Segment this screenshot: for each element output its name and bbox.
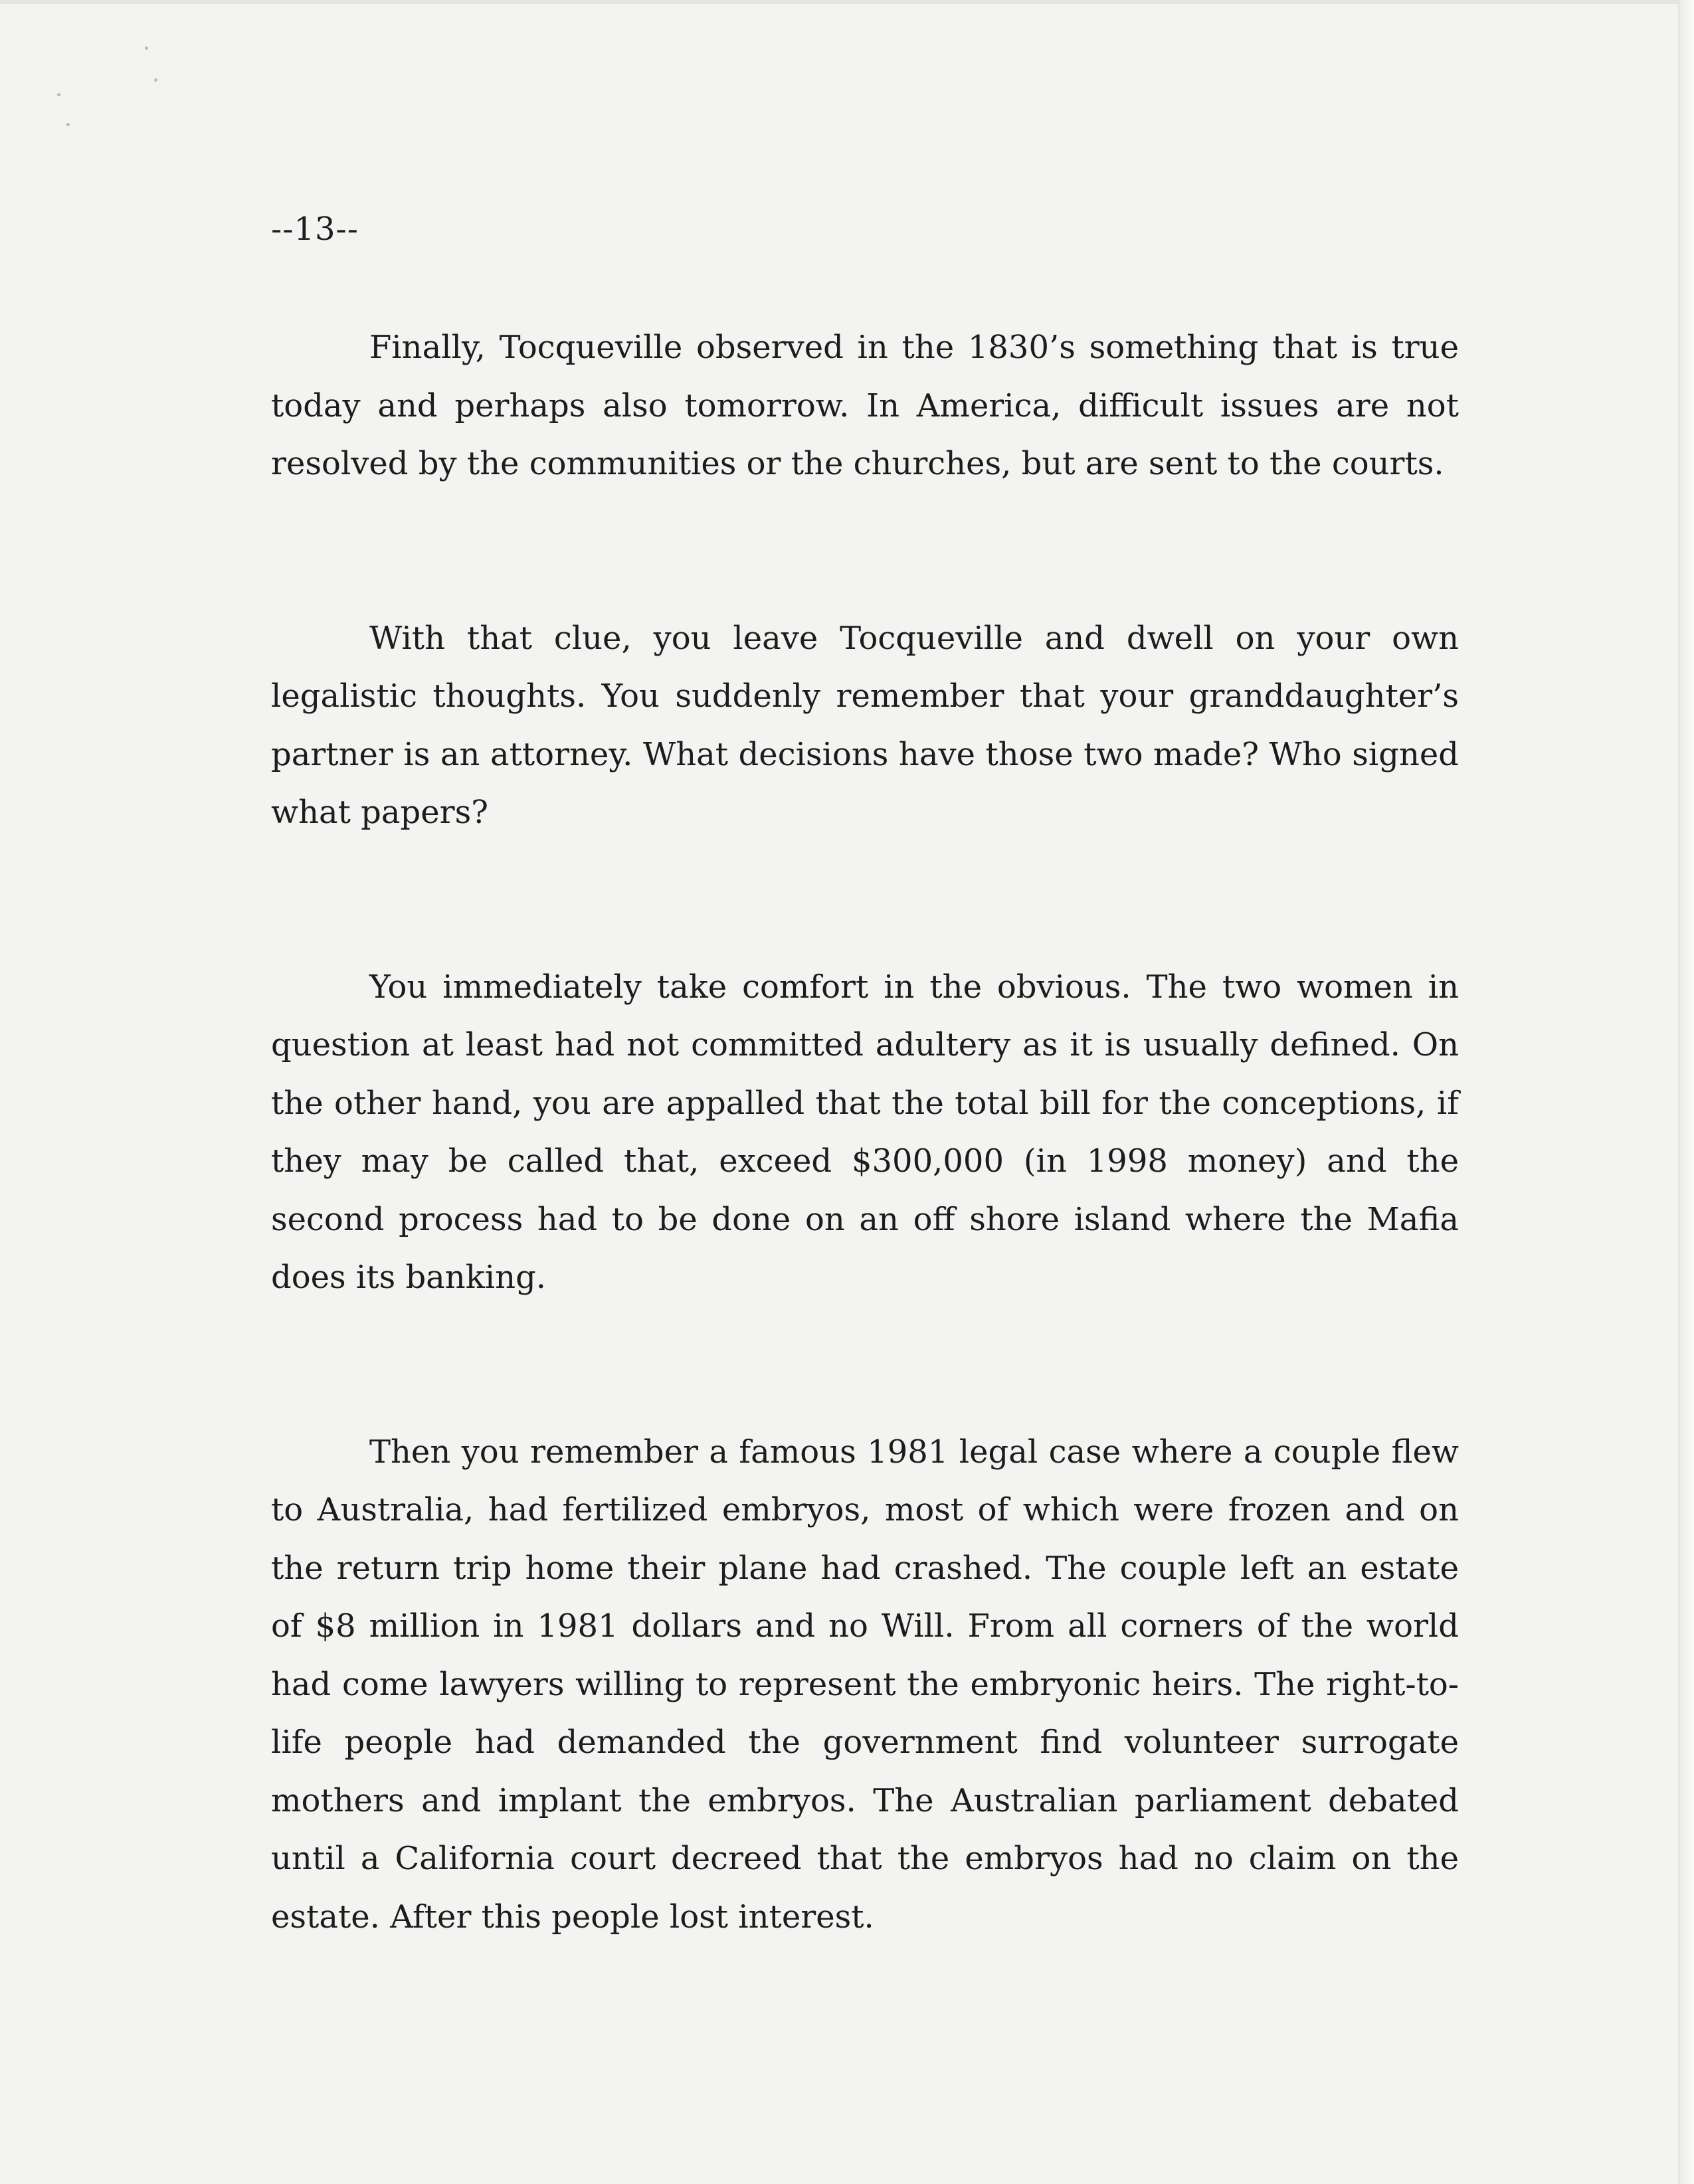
paper-speck bbox=[145, 46, 148, 50]
page-number: --13-- bbox=[271, 211, 359, 248]
paper-speck bbox=[154, 78, 157, 82]
paragraph-legalistic-thoughts: With that clue, you leave Tocqueville and dwell on your own legalistic thoughts. You suddenly remember that your granddaughter’s partner is an attorney. What decisions have those two made? Who signed what papers? bbox=[271, 619, 1459, 831]
paragraph-tocqueville-courts: Finally, Tocqueville observed in the 1830’s something that is true today and perhaps also tomorrow. In America, difficult issues are not resolved by the communities or the churches, but are sent to the courts. bbox=[271, 329, 1459, 482]
page-top-edge bbox=[0, 0, 1694, 4]
document-body bbox=[271, 319, 1459, 2062]
page-right-edge bbox=[1678, 0, 1694, 2184]
paragraph-1981-legal-case: Then you remember a famous 1981 legal case where a couple flew to Australia, had fertilized embryos, most of which were frozen and on the return trip home their plane had crashed. The couple left an estate of $8 million in 1981 dollars and no Will. From all corners of the world had come lawyers willing to represent the embryonic heirs. The right-to-life people had demanded the government find volunteer surrogate mothers and implant the embryos. The Australian parliament debated until a California court decreed that the embryos had no claim on the estate. After this people lost interest. bbox=[271, 1433, 1459, 1936]
paper-speck bbox=[57, 93, 60, 96]
paragraph-comfort-obvious: You immediately take comfort in the obvious. The two women in question at least had not committed adultery as it is usually defined. On the other hand, you are appalled that the total bill for the conceptions, if they may be called that, exceed $300,000 (in 1998 money) and the second process had to be done on an off shore island where the Mafia does its banking. bbox=[271, 968, 1459, 1296]
paper-speck bbox=[66, 123, 70, 126]
